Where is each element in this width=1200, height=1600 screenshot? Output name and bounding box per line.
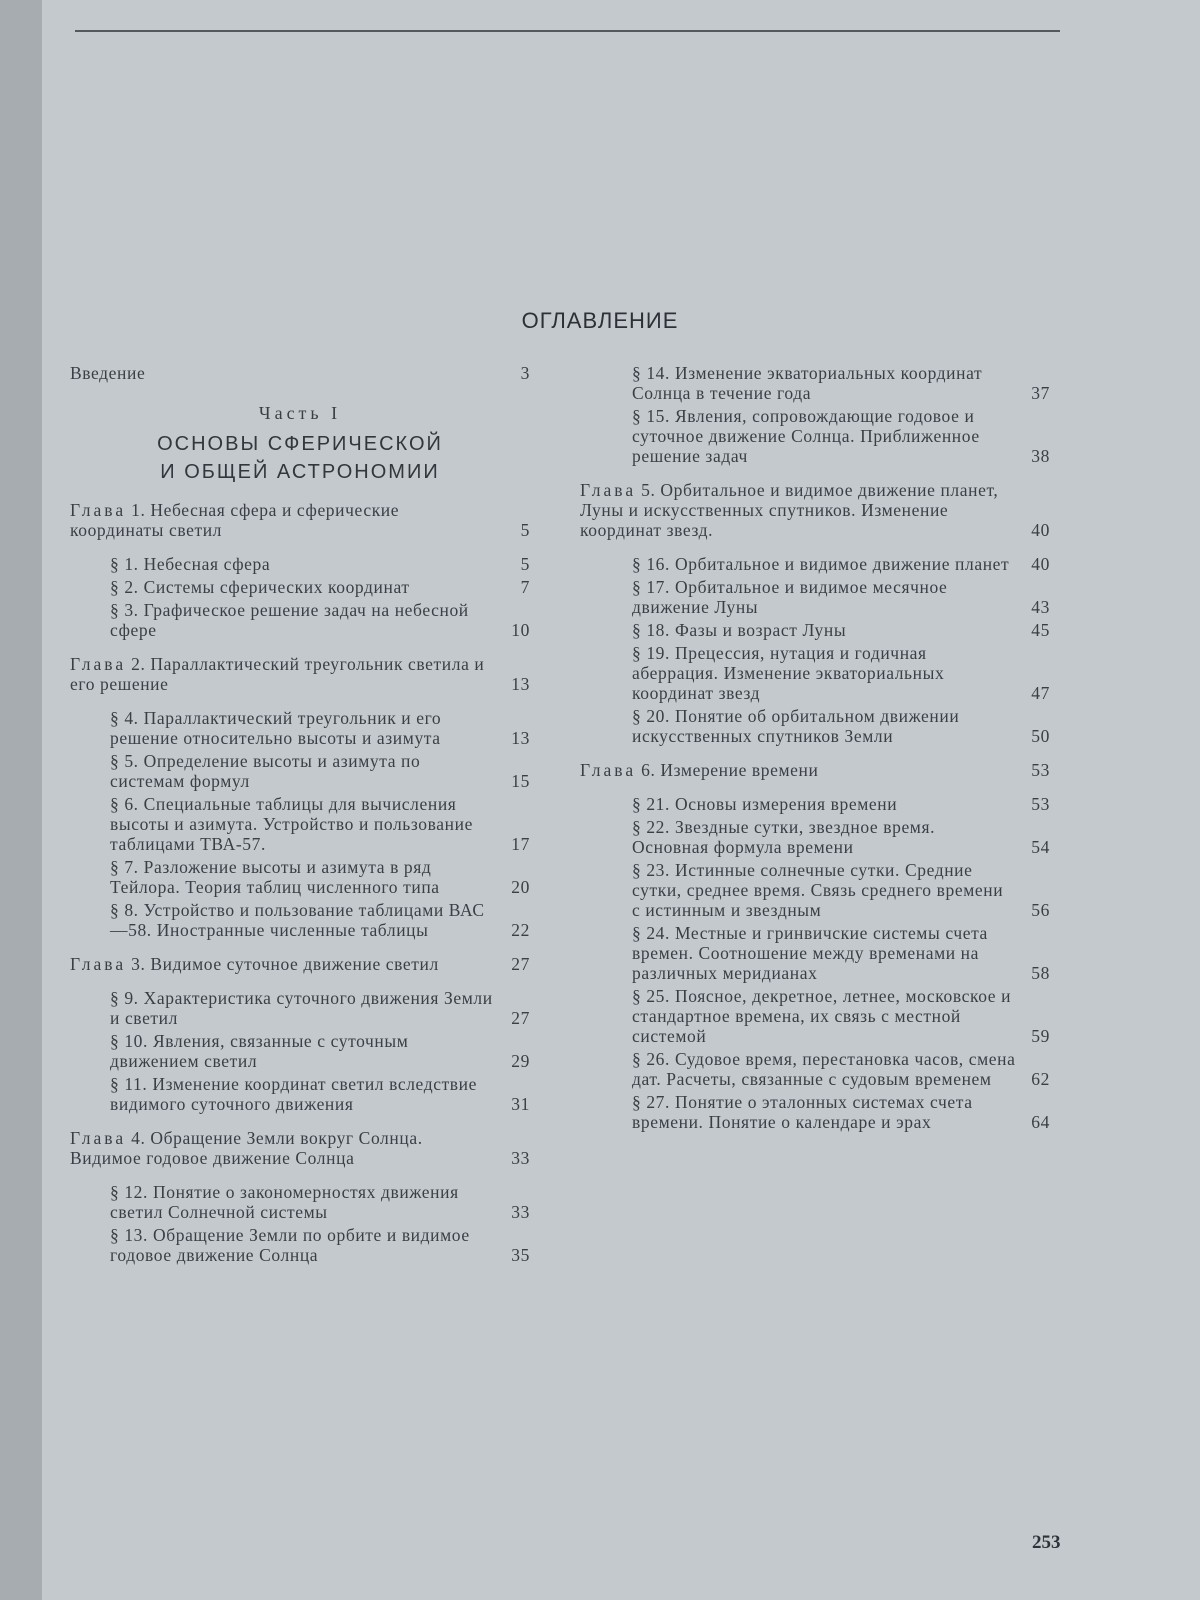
toc-section-entry [580, 1049, 1050, 1089]
toc-entry-text: § 5. Определение высоты и азимута по системам формул [110, 751, 421, 791]
toc-page-number: 13 [511, 728, 530, 748]
toc-entry-text: § 27. Понятие о эталонных системах счета времени. Понятие о календаре и эрах [632, 1092, 973, 1132]
toc-entry-text: § 24. Местные и гринвичские системы счета времен. Соотношение между временами на различных меридианах [632, 923, 988, 983]
toc-page-number: 29 [511, 1051, 530, 1071]
toc-chapter-entry [70, 654, 530, 694]
toc-page-number: 56 [1031, 900, 1050, 920]
toc-entry-text [70, 654, 496, 694]
toc-entry-text: § 17. Орбитальное и видимое месячное движение Луны [632, 577, 948, 617]
chapter-title: 6. Измерение времени [641, 760, 819, 780]
toc-page-number: 47 [1031, 683, 1050, 703]
toc-section-entry [580, 363, 1050, 403]
toc-entry-text [70, 1128, 496, 1168]
toc-entry-text: § 19. Прецессия, нутация и годичная аберрация. Изменение экваториальных координат звезд [632, 643, 945, 703]
toc-page-number: 45 [1031, 620, 1050, 640]
toc-entry-text: § 8. Устройство и пользование таблицами ВАС—58. Иностранные численные таблицы [110, 900, 485, 940]
toc-entry-text: § 18. Фазы и возраст Луны [632, 620, 847, 640]
toc-page-number: 58 [1031, 963, 1050, 983]
page-gutter [0, 0, 42, 1600]
toc-page-number: 17 [511, 834, 530, 854]
toc-section-entry [70, 1225, 530, 1265]
toc-entry-text: § 6. Специальные таблицы для вычисления высоты и азимута. Устройство и пользование таблицами ТВА-57. [110, 794, 473, 854]
toc-page-number: 53 [1031, 760, 1050, 780]
toc-chapter-entry [70, 1128, 530, 1168]
toc-page-number: 7 [520, 577, 530, 597]
toc-entry-text: § 3. Графическое решение задач на небесной сфере [110, 600, 469, 640]
toc-section-entry [580, 620, 1050, 640]
toc-right-column [580, 363, 1050, 1135]
chapter-label: Глава [70, 1128, 127, 1148]
toc-section-entry [70, 708, 530, 748]
toc-entry-text [580, 760, 1016, 780]
toc-page-number: 22 [511, 920, 530, 940]
toc-page-number: 64 [1031, 1112, 1050, 1132]
toc-entry-text [70, 954, 496, 974]
toc-page-number: 15 [511, 771, 530, 791]
toc-entry-text: § 15. Явления, сопровождающие годовое и суточное движение Солнца. Приближенное решение задач [632, 406, 980, 466]
chapter-title: 3. Видимое суточное движение светил [131, 954, 439, 974]
toc-section-entry [70, 577, 530, 597]
toc-page-number: 38 [1031, 446, 1050, 466]
toc-entry-text: § 20. Понятие об орбитальном движении искусственных спутников Земли [632, 706, 960, 746]
toc-left-list [70, 500, 530, 1265]
toc-entry-text: § 4. Параллактический треугольник и его решение относительно высоты и азимута [110, 708, 442, 748]
toc-entry-text: § 21. Основы измерения времени [632, 794, 898, 814]
toc-section-entry [70, 857, 530, 897]
toc-entry-text: § 9. Характеристика суточного движения Земли и светил [110, 988, 493, 1028]
toc-entry-text: § 2. Системы сферических координат [110, 577, 410, 597]
toc-page-number: 40 [1031, 554, 1050, 574]
toc-page-number: 43 [1031, 597, 1050, 617]
toc-left-column [70, 363, 530, 1268]
toc-entry-text: § 23. Истинные солнечные сутки. Средние сутки, среднее время. Связь среднего времени с истинным и звездным [632, 860, 1004, 920]
page-number: 253 [1032, 1532, 1061, 1553]
toc-page-number: 54 [1031, 837, 1050, 857]
top-rule [75, 30, 1060, 32]
part-title-line: И ОБЩЕЙ АСТРОНОМИИ [160, 461, 440, 483]
toc-section-entry [580, 1092, 1050, 1132]
document-title: ОГЛАВЛЕНИЕ [521, 308, 679, 333]
chapter-title: 2. Параллактический треугольник светила и его решение [70, 654, 485, 694]
toc-page-number: 13 [511, 674, 530, 694]
toc-right-list [580, 363, 1050, 1132]
toc-entry-text: § 25. Поясное, декретное, летнее, московское и стандартное времена, их связь с местной системой [632, 986, 1012, 1046]
toc-entry-text: § 14. Изменение экваториальных координат Солнца в течение года [632, 363, 983, 403]
chapter-label: Глава [70, 654, 127, 674]
toc-section-entry [70, 554, 530, 574]
toc-entry-text: § 13. Обращение Земли по орбите и видимое годовое движение Солнца [110, 1225, 470, 1265]
toc-entry-text: § 10. Явления, связанные с суточным движением светил [110, 1031, 409, 1071]
toc-page-number: 10 [511, 620, 530, 640]
toc-entry-text: § 22. Звездные сутки, звездное время. Основная формула времени [632, 817, 936, 857]
toc-section-entry [70, 988, 530, 1028]
toc-section-entry [580, 860, 1050, 920]
toc-page-number: 53 [1031, 794, 1050, 814]
toc-entry-introduction [70, 363, 530, 383]
toc-chapter-entry [580, 760, 1050, 780]
toc-page-number: 37 [1031, 383, 1050, 403]
toc-section-entry [580, 794, 1050, 814]
toc-page-number: 31 [511, 1094, 530, 1114]
toc-section-entry [580, 923, 1050, 983]
chapter-label: Глава [70, 500, 127, 520]
toc-section-entry [580, 554, 1050, 574]
toc-chapter-entry [580, 480, 1050, 540]
toc-section-entry [580, 406, 1050, 466]
toc-section-entry [580, 706, 1050, 746]
toc-section-entry [70, 751, 530, 791]
toc-entry-text: § 11. Изменение координат светил вследствие видимого суточного движения [110, 1074, 478, 1114]
toc-chapter-entry [70, 500, 530, 540]
toc-entry-text [580, 480, 1016, 540]
toc-section-entry [580, 643, 1050, 703]
toc-page-number: 33 [511, 1148, 530, 1168]
toc-page-number: 50 [1031, 726, 1050, 746]
toc-page-number: 35 [511, 1245, 530, 1265]
toc-entry-text: § 7. Разложение высоты и азимута в ряд Тейлора. Теория таблиц численного типа [110, 857, 440, 897]
toc-page-number: 5 [520, 554, 530, 574]
toc-page-number: 3 [520, 363, 530, 383]
toc-section-entry [70, 1031, 530, 1071]
chapter-label: Глава [70, 954, 127, 974]
chapter-title: 1. Небесная сфера и сферические координаты светил [70, 500, 400, 540]
toc-entry-text: § 16. Орбитальное и видимое движение планет [632, 554, 1010, 574]
toc-page-number: 33 [511, 1202, 530, 1222]
toc-entry-text [70, 500, 496, 540]
toc-entry-text: § 12. Понятие о закономерностях движения светил Солнечной системы [110, 1182, 459, 1222]
toc-page-number: 59 [1031, 1026, 1050, 1046]
toc-section-entry [70, 900, 530, 940]
part-title [70, 430, 530, 486]
toc-section-entry [580, 577, 1050, 617]
toc-page-number: 40 [1031, 520, 1050, 540]
part-label: Часть I [258, 403, 342, 423]
toc-page-number: 27 [511, 954, 530, 974]
toc-section-entry [70, 1182, 530, 1222]
chapter-title: 5. Орбитальное и видимое движение планет, Луны и искусственных спутников. Изменение координат звезд. [580, 480, 999, 540]
chapter-title: 4. Обращение Земли вокруг Солнца. Видимое годовое движение Солнца [70, 1128, 423, 1168]
toc-section-entry [70, 600, 530, 640]
toc-page-number: 62 [1031, 1069, 1050, 1089]
chapter-label: Глава [580, 760, 637, 780]
toc-section-entry [580, 817, 1050, 857]
toc-page-number: 20 [511, 877, 530, 897]
toc-section-entry [70, 1074, 530, 1114]
toc-entry-text: § 1. Небесная сфера [110, 554, 271, 574]
toc-page-number: 27 [511, 1008, 530, 1028]
toc-section-entry [70, 794, 530, 854]
toc-chapter-entry [70, 954, 530, 974]
toc-section-entry [580, 986, 1050, 1046]
toc-entry-text: § 26. Судовое время, перестановка часов, смена дат. Расчеты, связанные с судовым временем [632, 1049, 1016, 1089]
part-title-line: ОСНОВЫ СФЕРИЧЕСКОЙ [157, 433, 443, 455]
toc-page-number: 5 [520, 520, 530, 540]
chapter-label: Глава [580, 480, 637, 500]
toc-entry-text: Введение [70, 363, 146, 383]
